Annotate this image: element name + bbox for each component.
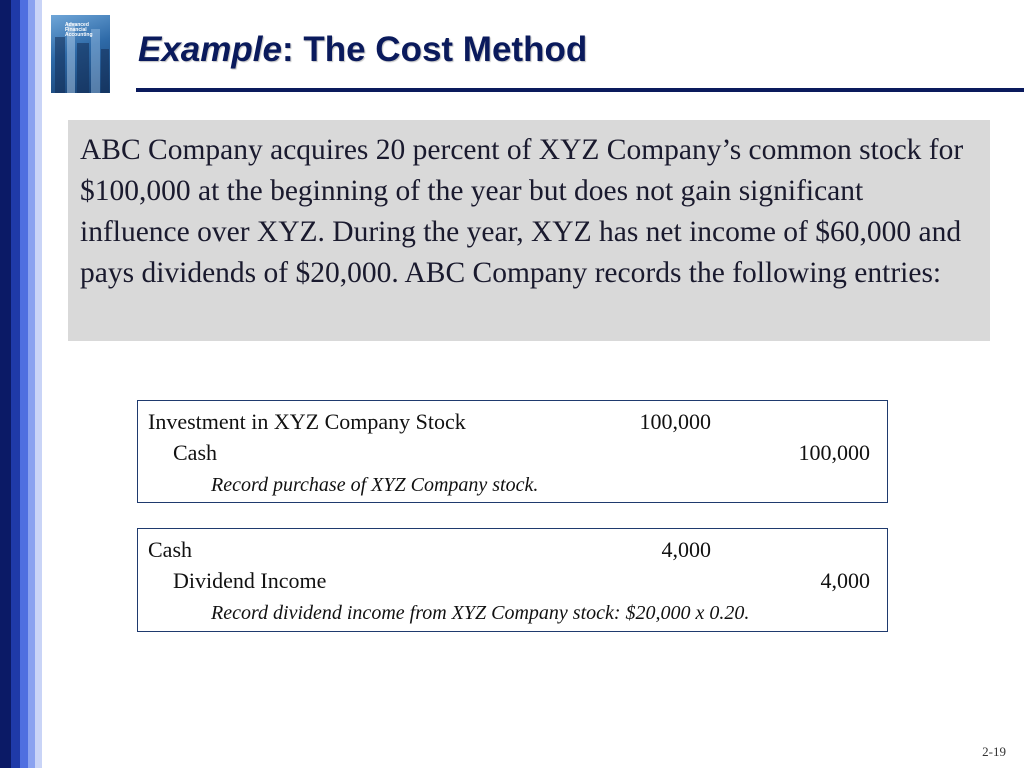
left-decorative-stripes bbox=[0, 0, 42, 768]
slide-title bbox=[138, 28, 587, 72]
slide-title-emphasis: Example bbox=[138, 30, 282, 69]
stripe-light-blue bbox=[28, 0, 35, 768]
entry-memo: Record dividend income from XYZ Company stock: $20,000 x 0.20. bbox=[211, 602, 750, 624]
credit-account: Dividend Income bbox=[173, 568, 327, 593]
journal-entry-dividend bbox=[137, 528, 888, 632]
debit-amount: 100,000 bbox=[639, 409, 711, 434]
stripe-medium-blue bbox=[20, 0, 28, 768]
book-cover-thumbnail bbox=[51, 15, 110, 93]
debit-amount: 4,000 bbox=[661, 537, 711, 562]
book-cover-title: Advanced Financial Accounting bbox=[65, 22, 93, 38]
page-number: 2-19 bbox=[982, 744, 1006, 759]
credit-line bbox=[138, 567, 887, 595]
slide-title-rest: : The Cost Method bbox=[281, 30, 588, 69]
stripe-royal-blue bbox=[11, 0, 20, 768]
journal-entry-purchase bbox=[137, 400, 888, 503]
debit-account: Investment in XYZ Company Stock bbox=[148, 409, 466, 434]
debit-account: Cash bbox=[148, 537, 192, 562]
debit-line bbox=[138, 536, 887, 564]
entry-memo: Record purchase of XYZ Company stock. bbox=[211, 474, 539, 496]
problem-statement-box bbox=[68, 120, 990, 341]
credit-line bbox=[138, 439, 887, 467]
credit-account: Cash bbox=[173, 440, 217, 465]
stripe-pale-blue bbox=[35, 0, 42, 768]
memo-line bbox=[138, 471, 887, 499]
stripe-dark-navy bbox=[0, 0, 11, 768]
credit-amount: 4,000 bbox=[820, 568, 870, 593]
memo-line bbox=[138, 599, 887, 627]
credit-amount: 100,000 bbox=[798, 440, 870, 465]
problem-statement-text: ABC Company acquires 20 percent of XYZ Company’s common stock for $100,000 at the beginning of the year but does not gain significant influence over XYZ. During the year, XYZ has net income of $60,000 and pays dividends of $20,000. ABC Company records the following entries: bbox=[80, 134, 964, 289]
title-underline-rule bbox=[136, 88, 1024, 92]
debit-line bbox=[138, 408, 887, 436]
